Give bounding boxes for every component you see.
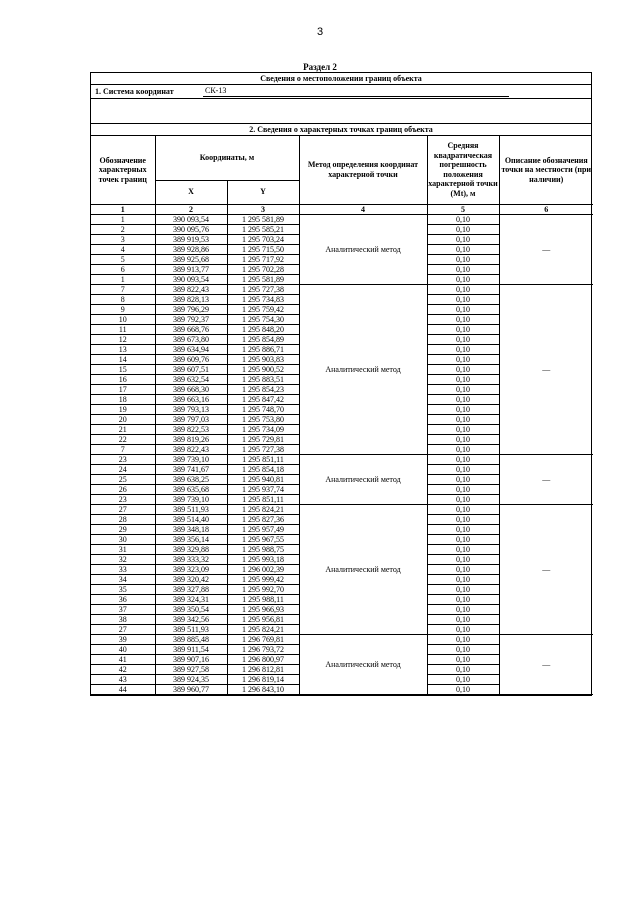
error-value: 0,10: [427, 545, 499, 555]
coord-y: 1 295 993,18: [227, 555, 299, 565]
error-value: 0,10: [427, 345, 499, 355]
column-number: 5: [427, 204, 499, 215]
coord-y: 1 295 759,42: [227, 305, 299, 315]
coord-y: 1 295 581,89: [227, 215, 299, 225]
point-number: 6: [91, 265, 155, 275]
coord-y: 1 295 734,83: [227, 295, 299, 305]
point-number: 44: [91, 685, 155, 695]
coord-y: 1 295 851,11: [227, 455, 299, 465]
coord-y: 1 295 753,80: [227, 415, 299, 425]
coord-x: 389 356,14: [155, 535, 227, 545]
coord-x: 389 792,37: [155, 315, 227, 325]
col-description-header: Описание обозначения точки на местности (при наличии): [499, 136, 593, 204]
coord-x: 389 327,88: [155, 585, 227, 595]
point-number: 43: [91, 675, 155, 685]
coord-x: 389 663,16: [155, 395, 227, 405]
coord-y: 1 295 727,38: [227, 285, 299, 295]
coord-x: 389 822,53: [155, 425, 227, 435]
coord-y: 1 296 769,81: [227, 635, 299, 645]
coord-y: 1 295 717,92: [227, 255, 299, 265]
point-number: 10: [91, 315, 155, 325]
table-row: [91, 505, 593, 515]
coord-y: 1 295 827,36: [227, 515, 299, 525]
method-cell: Аналитический метод: [299, 455, 427, 505]
coord-x: 389 913,77: [155, 265, 227, 275]
table-row: [91, 215, 593, 225]
error-value: 0,10: [427, 535, 499, 545]
coord-x: 389 911,54: [155, 645, 227, 655]
point-number: 22: [91, 435, 155, 445]
col-x-header: X: [155, 180, 227, 204]
point-number: 27: [91, 625, 155, 635]
description-cell: —: [499, 455, 593, 505]
point-number: 32: [91, 555, 155, 565]
point-number: 7: [91, 445, 155, 455]
error-value: 0,10: [427, 215, 499, 225]
coord-y: 1 296 002,39: [227, 565, 299, 575]
point-number: 7: [91, 285, 155, 295]
error-value: 0,10: [427, 355, 499, 365]
point-number: 42: [91, 665, 155, 675]
error-value: 0,10: [427, 425, 499, 435]
error-value: 0,10: [427, 565, 499, 575]
coord-x: 389 822,43: [155, 445, 227, 455]
coord-x: 389 907,16: [155, 655, 227, 665]
column-number: 2: [155, 204, 227, 215]
point-number: 36: [91, 595, 155, 605]
error-value: 0,10: [427, 615, 499, 625]
coord-y: 1 295 988,75: [227, 545, 299, 555]
error-value: 0,10: [427, 455, 499, 465]
coord-x: 389 796,29: [155, 305, 227, 315]
error-value: 0,10: [427, 265, 499, 275]
coord-x: 389 822,43: [155, 285, 227, 295]
point-number: 2: [91, 225, 155, 235]
point-number: 19: [91, 405, 155, 415]
point-number: 1: [91, 215, 155, 225]
error-value: 0,10: [427, 605, 499, 615]
col-coordinates-header: Координаты, м: [155, 136, 299, 180]
point-number: 38: [91, 615, 155, 625]
col-y-header: Y: [227, 180, 299, 204]
coord-y: 1 295 956,81: [227, 615, 299, 625]
coord-y: 1 295 937,74: [227, 485, 299, 495]
points-table: [91, 136, 593, 695]
coord-y: 1 296 843,10: [227, 685, 299, 695]
coord-y: 1 296 800,97: [227, 655, 299, 665]
point-number: 12: [91, 335, 155, 345]
coord-y: 1 295 992,70: [227, 585, 299, 595]
point-number: 37: [91, 605, 155, 615]
coord-y: 1 295 967,55: [227, 535, 299, 545]
point-number: 16: [91, 375, 155, 385]
error-value: 0,10: [427, 645, 499, 655]
coord-y: 1 295 854,89: [227, 335, 299, 345]
description-cell: —: [499, 285, 593, 455]
error-value: 0,10: [427, 375, 499, 385]
point-number: 21: [91, 425, 155, 435]
coord-x: 389 828,13: [155, 295, 227, 305]
point-number: 1: [91, 275, 155, 285]
point-number: 40: [91, 645, 155, 655]
coord-x: 389 324,31: [155, 595, 227, 605]
point-number: 33: [91, 565, 155, 575]
col-designation-header: Обозначение характерных точек границ: [91, 136, 155, 204]
coord-x: 389 511,93: [155, 505, 227, 515]
error-value: 0,10: [427, 495, 499, 505]
error-value: 0,10: [427, 325, 499, 335]
coord-y: 1 295 999,42: [227, 575, 299, 585]
coord-y: 1 295 900,52: [227, 365, 299, 375]
error-value: 0,10: [427, 485, 499, 495]
coord-x: 389 928,86: [155, 245, 227, 255]
coord-x: 389 333,32: [155, 555, 227, 565]
point-number: 24: [91, 465, 155, 475]
coord-y: 1 295 715,50: [227, 245, 299, 255]
error-value: 0,10: [427, 435, 499, 445]
error-value: 0,10: [427, 595, 499, 605]
error-value: 0,10: [427, 465, 499, 475]
error-value: 0,10: [427, 255, 499, 265]
header-title: Сведения о местоположении границ объекта: [91, 73, 591, 85]
section-title: Раздел 2: [303, 62, 337, 72]
subsection-title: 2. Сведения о характерных точках границ объекта: [91, 124, 591, 136]
point-number: 35: [91, 585, 155, 595]
error-value: 0,10: [427, 555, 499, 565]
coord-x: 389 609,76: [155, 355, 227, 365]
column-number: 4: [299, 204, 427, 215]
error-value: 0,10: [427, 445, 499, 455]
coord-y: 1 295 940,81: [227, 475, 299, 485]
table-row: [91, 455, 593, 465]
point-number: 18: [91, 395, 155, 405]
coord-x: 390 093,54: [155, 275, 227, 285]
error-value: 0,10: [427, 655, 499, 665]
description-cell: —: [499, 505, 593, 635]
col-error-header: Средняя квадратическая погрешность положения характерной точки (Mt), м: [427, 136, 499, 204]
point-number: 39: [91, 635, 155, 645]
coord-x: 389 741,67: [155, 465, 227, 475]
coord-y: 1 296 819,14: [227, 675, 299, 685]
coord-y: 1 295 851,11: [227, 495, 299, 505]
coord-y: 1 295 883,51: [227, 375, 299, 385]
method-cell: Аналитический метод: [299, 635, 427, 695]
point-number: 29: [91, 525, 155, 535]
point-number: 25: [91, 475, 155, 485]
error-value: 0,10: [427, 285, 499, 295]
coord-x: 389 514,40: [155, 515, 227, 525]
point-number: 30: [91, 535, 155, 545]
error-value: 0,10: [427, 305, 499, 315]
point-number: 23: [91, 455, 155, 465]
point-number: 34: [91, 575, 155, 585]
point-number: 17: [91, 385, 155, 395]
column-number: 3: [227, 204, 299, 215]
coord-y: 1 295 581,89: [227, 275, 299, 285]
coord-x: 389 927,58: [155, 665, 227, 675]
point-number: 13: [91, 345, 155, 355]
coord-x: 389 925,68: [155, 255, 227, 265]
boundary-document-table: [90, 72, 592, 696]
point-number: 15: [91, 365, 155, 375]
error-value: 0,10: [427, 675, 499, 685]
coord-x: 389 348,18: [155, 525, 227, 535]
coord-y: 1 295 854,23: [227, 385, 299, 395]
coord-x: 389 323,09: [155, 565, 227, 575]
point-number: 20: [91, 415, 155, 425]
table-row: [91, 285, 593, 295]
col-method-header: Метод определения координат характерной точки: [299, 136, 427, 204]
coord-x: 389 320,42: [155, 575, 227, 585]
point-number: 9: [91, 305, 155, 315]
coord-y: 1 295 727,38: [227, 445, 299, 455]
coord-y: 1 295 847,42: [227, 395, 299, 405]
point-number: 8: [91, 295, 155, 305]
error-value: 0,10: [427, 685, 499, 695]
coord-x: 389 673,80: [155, 335, 227, 345]
coord-x: 389 329,88: [155, 545, 227, 555]
method-cell: Аналитический метод: [299, 215, 427, 285]
coord-y: 1 295 702,28: [227, 265, 299, 275]
coord-y: 1 295 585,21: [227, 225, 299, 235]
coord-x: 389 350,54: [155, 605, 227, 615]
coord-y: 1 295 854,18: [227, 465, 299, 475]
coord-x: 389 793,13: [155, 405, 227, 415]
coord-y: 1 295 729,81: [227, 435, 299, 445]
coord-x: 389 607,51: [155, 365, 227, 375]
coord-system-label: 1. Система координат: [95, 87, 174, 96]
error-value: 0,10: [427, 395, 499, 405]
point-number: 28: [91, 515, 155, 525]
coord-x: 389 924,35: [155, 675, 227, 685]
column-number: 1: [91, 204, 155, 215]
coord-y: 1 295 703,24: [227, 235, 299, 245]
coord-x: 390 095,76: [155, 225, 227, 235]
error-value: 0,10: [427, 515, 499, 525]
point-number: 41: [91, 655, 155, 665]
point-number: 4: [91, 245, 155, 255]
coord-y: 1 295 734,09: [227, 425, 299, 435]
error-value: 0,10: [427, 405, 499, 415]
coord-y: 1 295 988,11: [227, 595, 299, 605]
column-number: 6: [499, 204, 593, 215]
coord-y: 1 296 793,72: [227, 645, 299, 655]
coord-y: 1 295 966,93: [227, 605, 299, 615]
error-value: 0,10: [427, 415, 499, 425]
error-value: 0,10: [427, 225, 499, 235]
coord-x: 389 668,30: [155, 385, 227, 395]
error-value: 0,10: [427, 315, 499, 325]
coord-y: 1 295 824,21: [227, 505, 299, 515]
point-number: 23: [91, 495, 155, 505]
coord-y: 1 295 748,70: [227, 405, 299, 415]
point-number: 31: [91, 545, 155, 555]
point-number: 27: [91, 505, 155, 515]
page-number: 3: [316, 26, 324, 38]
coord-x: 389 885,48: [155, 635, 227, 645]
coord-y: 1 295 824,21: [227, 625, 299, 635]
coord-y: 1 295 903,83: [227, 355, 299, 365]
error-value: 0,10: [427, 275, 499, 285]
error-value: 0,10: [427, 575, 499, 585]
error-value: 0,10: [427, 295, 499, 305]
point-number: 26: [91, 485, 155, 495]
error-value: 0,10: [427, 335, 499, 345]
coord-x: 389 638,25: [155, 475, 227, 485]
coord-x: 389 739,10: [155, 455, 227, 465]
coord-x: 389 635,68: [155, 485, 227, 495]
point-number: 11: [91, 325, 155, 335]
description-cell: —: [499, 215, 593, 285]
coord-x: 389 797,03: [155, 415, 227, 425]
error-value: 0,10: [427, 525, 499, 535]
point-number: 14: [91, 355, 155, 365]
point-number: 5: [91, 255, 155, 265]
coord-x: 389 739,10: [155, 495, 227, 505]
coord-x: 389 960,77: [155, 685, 227, 695]
coord-y: 1 295 848,20: [227, 325, 299, 335]
error-value: 0,10: [427, 625, 499, 635]
error-value: 0,10: [427, 235, 499, 245]
error-value: 0,10: [427, 505, 499, 515]
coord-y: 1 295 754,30: [227, 315, 299, 325]
method-cell: Аналитический метод: [299, 505, 427, 635]
coord-x: 389 919,53: [155, 235, 227, 245]
coord-x: 389 632,54: [155, 375, 227, 385]
points-table-body: [91, 215, 593, 695]
coord-x: 389 634,94: [155, 345, 227, 355]
table-row: [91, 635, 593, 645]
column-numbers-row: [91, 204, 593, 215]
point-number: 3: [91, 235, 155, 245]
description-cell: —: [499, 635, 593, 695]
error-value: 0,10: [427, 385, 499, 395]
coord-system-row: [91, 85, 591, 99]
method-cell: Аналитический метод: [299, 285, 427, 455]
error-value: 0,10: [427, 585, 499, 595]
error-value: 0,10: [427, 365, 499, 375]
coord-x: 389 511,93: [155, 625, 227, 635]
spacer-row: [91, 99, 591, 124]
coord-y: 1 295 957,49: [227, 525, 299, 535]
error-value: 0,10: [427, 245, 499, 255]
error-value: 0,10: [427, 665, 499, 675]
coord-x: 389 668,76: [155, 325, 227, 335]
coord-y: 1 296 812,81: [227, 665, 299, 675]
coord-y: 1 295 886,71: [227, 345, 299, 355]
coord-x: 389 342,56: [155, 615, 227, 625]
coord-x: 389 819,26: [155, 435, 227, 445]
error-value: 0,10: [427, 475, 499, 485]
coord-system-value: СК-13: [203, 85, 509, 97]
coord-x: 390 093,54: [155, 215, 227, 225]
error-value: 0,10: [427, 635, 499, 645]
